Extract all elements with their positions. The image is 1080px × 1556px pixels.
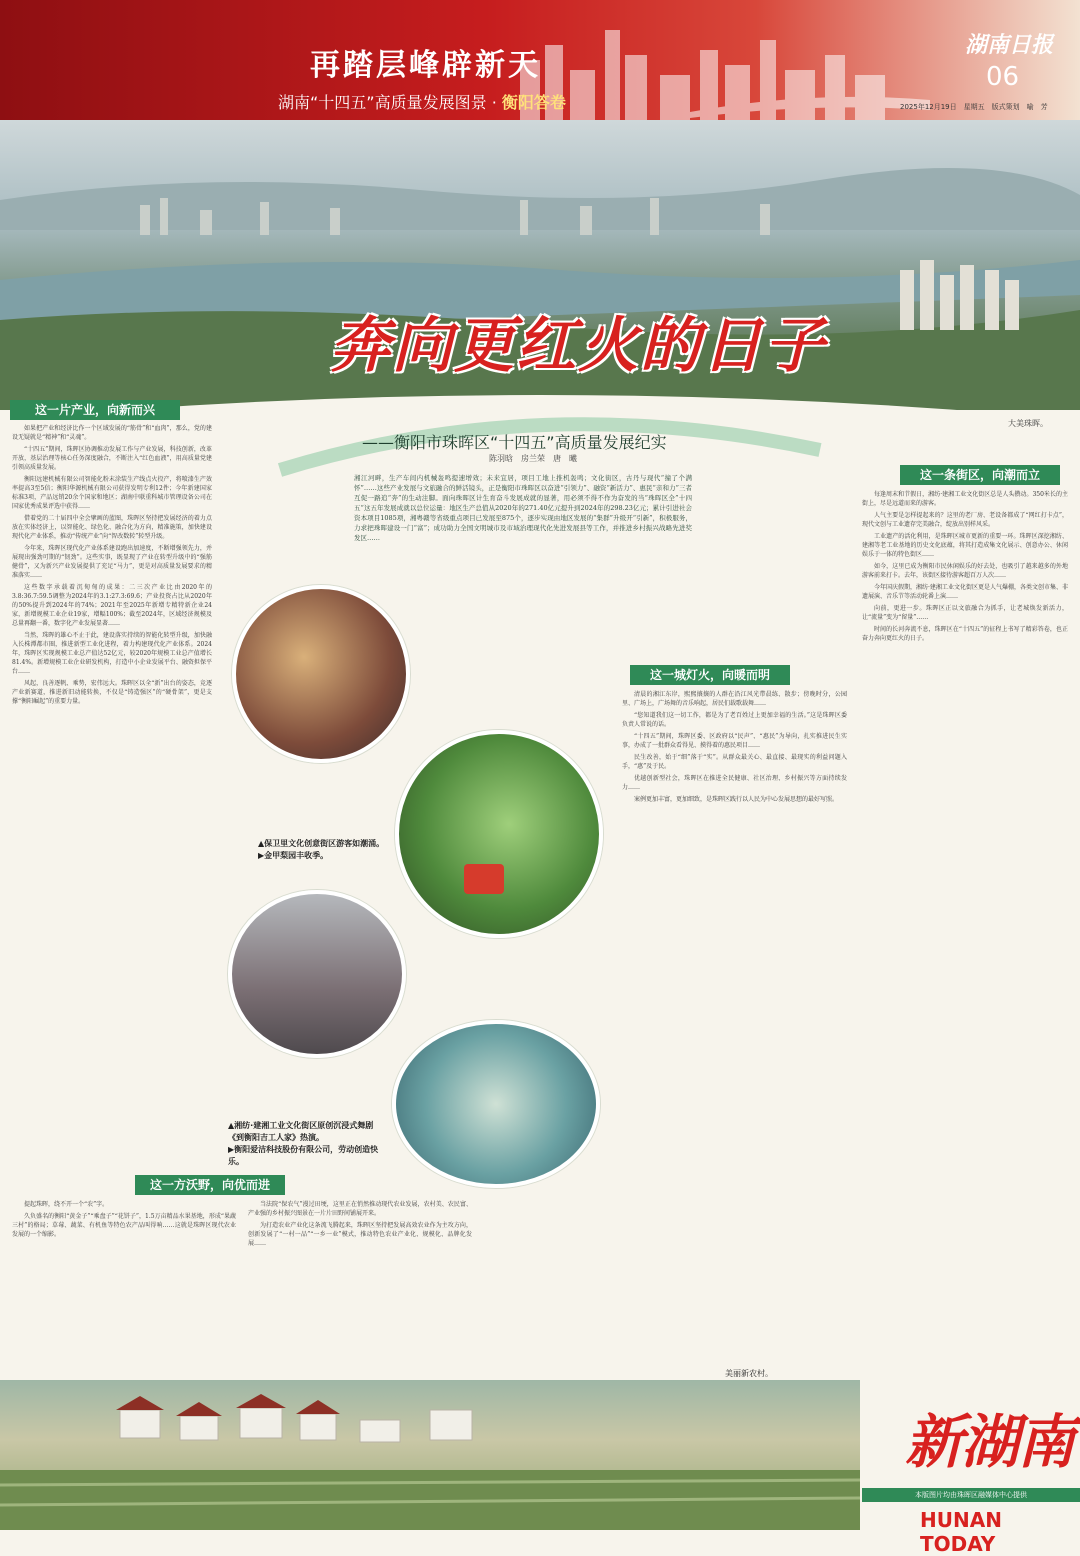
article-title: 奔向更红火的日子 <box>330 311 826 381</box>
paragraph: 风起，良善逐帆、乘势，宏伟远大。珠晖区以全“新”出台的姿态，竞逐产业新赛道，推进新旧动能转换，不仅是“铸造强区”的“硬骨架”，更是支撑“衡阳崛起”的重要力量。 <box>12 680 212 705</box>
paragraph: 优越创新型社会，珠晖区在推进全民健康、社区治理、乡村振兴等方面持续发力…… <box>622 775 847 791</box>
photo-credit: 本版图片均由珠晖区融媒体中心提供 <box>862 1488 1080 1502</box>
caption-group-1 <box>258 838 398 862</box>
paragraph: 这些数字承载着沉甸甸的成果：二三次产业比由2020年的3.8:36.7:59.5调整为2024年的3.1:27.3:69.6；产业投资占比从2020年的50%提升到2024年的74%；2021年至2025年新增专精特新企业24家，新增规模工业企业19家，增幅100%；截至2024年，区域经济规模及总量再翻一番，数字化产业发展显著…… <box>12 584 212 627</box>
photo-new-village <box>0 1380 860 1530</box>
paragraph: “十四五”期间，珠晖区委、区政府以“民声”、“惠民”为导向，扎实推进民生实事，办成了一批群众看得见、摸得着的惠民项目…… <box>622 733 847 749</box>
paragraph: 如今，这里已成为衡阳市民休闲娱乐的好去处，也吸引了越来越多的外地游客前来打卡。去年，该街区接待游客超百万人次…… <box>862 563 1068 579</box>
section-heading-industry: 这一片产业，向新而兴 <box>10 400 180 420</box>
photo-street-crowd <box>232 585 410 763</box>
section-heading-farmland: 这一方沃野，向优而进 <box>135 1175 285 1195</box>
banner-subtitle-suffix: 衡阳答卷 <box>501 93 566 112</box>
paragraph: 民生改善，始于“细”落于“实”。从群众最关心、最直接、最现实的利益问题入手，“惠”及于民。 <box>622 754 847 770</box>
banner-title: 再踏层峰辟新天 <box>310 48 541 83</box>
caption-group-2 <box>228 1120 388 1168</box>
paragraph: 今年国庆假期，湘纺·建湘工业文化街区更是人气爆棚，各类文创市集、非遗展演、音乐节等活动轮番上演…… <box>862 584 1068 600</box>
brand-logo-en: HUNAN TODAY <box>920 1508 1002 1556</box>
basket-graphic <box>464 864 504 894</box>
banner-subtitle <box>278 90 566 113</box>
paragraph: 衡阳远建机械有限公司智能化粉末涂装生产线点火投产，将喷漆生产效率提高3至5倍；衡阳华源机械有限公司获得发明专利12件；今年新建国家标准3项，产品远销20余个国家和地区；湖南中联重科城市管理设备公司在国家优秀成果评选中获得…… <box>12 476 212 510</box>
paragraph: 借着党的二十届四中全会擘画的蓝图，珠晖区坚持把发展经济的着力点放在实体经济上，以智能化、绿色化、融合化为方向，精准施策，加快建设现代化产业体系，推动“传统产业”向“智改数转”转型升级。 <box>12 515 212 540</box>
skyline-graphic <box>510 20 930 120</box>
paragraph: 当然，珠晖的雄心不止于此，建设落实持续的智能化转型升级，加快融入长株潭都市圈，推进新型工业化进程，着力构建现代化产业体系。2024年，珠晖区实现规模工业总产值达52亿元，较2020年规模工业总产值增长81.4%。新增规模工业企业研发机构，打造中小企业发展平台、融资担保平台…… <box>12 632 212 675</box>
paragraph: 清晨的湘江东岸，熙熙攘攘的人群在沿江风光带晨练、散步；傍晚时分，公园里、广场上，广场舞的音乐响起，居民们载歌载舞…… <box>622 691 847 707</box>
paragraph: “您知道我们这一切工作，都是为了老百姓过上更加幸福的生活。”这是珠晖区委负责人常说的话。 <box>622 712 847 728</box>
paragraph: “十四五”期间，珠晖区协调推动发展工作与产业发展，科技创新，改革开放，基层治理等核心任务深度融合，不断注入“红色血液”，用高质量党建引领高质量发展。 <box>12 446 212 471</box>
photo-factory-workers <box>392 1020 600 1188</box>
lead-paragraph: 湘江河畔，生产车间内机械轰鸣提速增效；未来宜居，项目工地上推机轰鸣；文化街区，古丹与现代“撞了个满怀”……这些产业发展与文旅融合的鲜活镜头，正是衡阳市珠晖区以奋进“引领力”、融资“新活力”、惠民“亲和力”三者互促一路追“奔”的生动注脚。面向珠晖区计生育奋斗发展成就的显著，用必须不得不作为奋发的当“珠晖区全”十四五“这五年发展成就以总位运量：地区生产总值从2020年的271.40亿元提升到2024年的298.23亿元；累计引进社会资本项目1085项，湘粤赣等省级重点项目已发展至875个，逐步实现由地区发展的“集群”升级开“引新”，积极服务，力求把珠晖建设一门“富”；成功助力全国文明城市及市域治理现代化先进发展县等工作，并推进乡村振兴战略先进奖发区…… <box>354 474 692 542</box>
banner-subtitle-sep: · <box>491 93 497 112</box>
paragraph: 向前，更进一步。珠晖区正以文旅融合为抓手，让老城焕发新活力，让“流量”变为“留量”…… <box>862 605 1068 621</box>
banner-subtitle-prefix: 湖南“十四五”高质量发展图景 <box>278 93 487 112</box>
caption-street: ▲保卫里文化创意街区游客如潮涌。 <box>258 839 385 848</box>
brand-logo-cn: 新湖南 <box>905 1408 1074 1476</box>
paragraph: 为打造农业产业化这条流飞腾起来，珠晖区坚持把发展高效农业作为主攻方向，创新发展了“一村一品”“一乡一业”模式，推动特色农业产业化、规模化、品牌化发展…… <box>248 1222 472 1247</box>
newspaper-logo: 湖南日报 <box>965 32 1054 58</box>
photo-pear-harvest <box>395 730 603 938</box>
paragraph: 每逢周末和节假日，湘纺·建湘工业文化街区总是人头攒动。350米长的主街上，尽是远道而来的游客。 <box>862 491 1068 507</box>
photo-dance-drama <box>228 890 406 1058</box>
hero-caption: 大美珠晖。 <box>1008 419 1048 428</box>
caption-factory: ▶衡阳爱洁科技股份有限公司，劳动创造快乐。 <box>228 1145 379 1166</box>
paragraph: 今年来，珠晖区现代化产业体系建设跑出加速度，不断增强领先力，并展现出强劲可期的“韧劲”。这些实事，既显现了产业在转型升级中的“强筋健骨”，又为新兴产业发展提供了充足“马力”，更是对高质量发展要求的精准落实…… <box>12 545 212 579</box>
dateline: 2025年12月19日 星期五 版式策划 喻 芳 <box>900 103 1048 111</box>
paragraph: 时间的长河奔流不息，珠晖区在“十四五”的征程上书写了精彩答卷，也正奋力奔向更红火的日子。 <box>862 626 1068 642</box>
paragraph: 当法院“保农气”漫过田埂，这里正在悄然推动现代农业发展，农村美、农民富、产业强的乡村振兴图景在一片片田野间铺展开来。 <box>248 1201 472 1217</box>
caption-village: 美丽新农村。 <box>725 1369 773 1378</box>
caption-drama: ▲湘纺·建湘工业文化街区原创沉浸式舞剧《到衡阳吉工人家》热演。 <box>228 1121 374 1142</box>
paragraph: 久负盛名的衡阳“黄金子”“乘盘子”“花饼子”，1.5万亩精品水果基地，形成“果蔬三村”的格局；草莓、蔬菜、有机鱼等特色农产品叫得响……这就是珠晖区现代农业发展的一个缩影。 <box>12 1213 236 1238</box>
section-farmland-body <box>12 1200 472 1378</box>
section-heading-street: 这一条街区，向潮而立 <box>900 465 1060 485</box>
paragraph: 工业遗产的活化利用，是珠晖区城市更新的重要一环。珠晖区深挖湘纺、建湘等老工业基地的历史文化底蕴，将其打造成集文化展示、创意办公、休闲娱乐于一体的特色街区…… <box>862 533 1068 558</box>
village-illustration <box>0 1380 860 1530</box>
caption-pear: ▶金甲梨园丰收季。 <box>258 851 329 860</box>
section-industry-body <box>12 424 212 1136</box>
section-heading-city: 这一城灯火，向暖而明 <box>630 665 790 685</box>
byline: 陈羽晗 房兰荣 唐 曦 <box>489 454 577 463</box>
paragraph: 案例更加丰富，更加细致，是珠晖区践行以人民为中心发展思想的最好写照。 <box>634 796 839 803</box>
paragraph: 如果把产业和经济比作一个区域发展的“筋骨”和“血肉”，那么，党的建设无疑就是“精神”和“灵魂”。 <box>12 425 212 441</box>
article-subtitle: ——衡阳市珠晖区“十四五”高质量发展纪实 <box>362 433 667 452</box>
section-street-body <box>862 490 1068 1380</box>
page-number: 06 <box>986 62 1020 92</box>
paragraph: 人气主要是怎样提起来的？这里的老厂房、老设备都成了“网红打卡点”，现代文创与工业遗存完美融合，绽放出别样风采。 <box>862 512 1068 528</box>
paragraph: 提起珠晖，绕不开一个“农”字。 <box>24 1201 109 1208</box>
section-city-body <box>622 690 847 1370</box>
